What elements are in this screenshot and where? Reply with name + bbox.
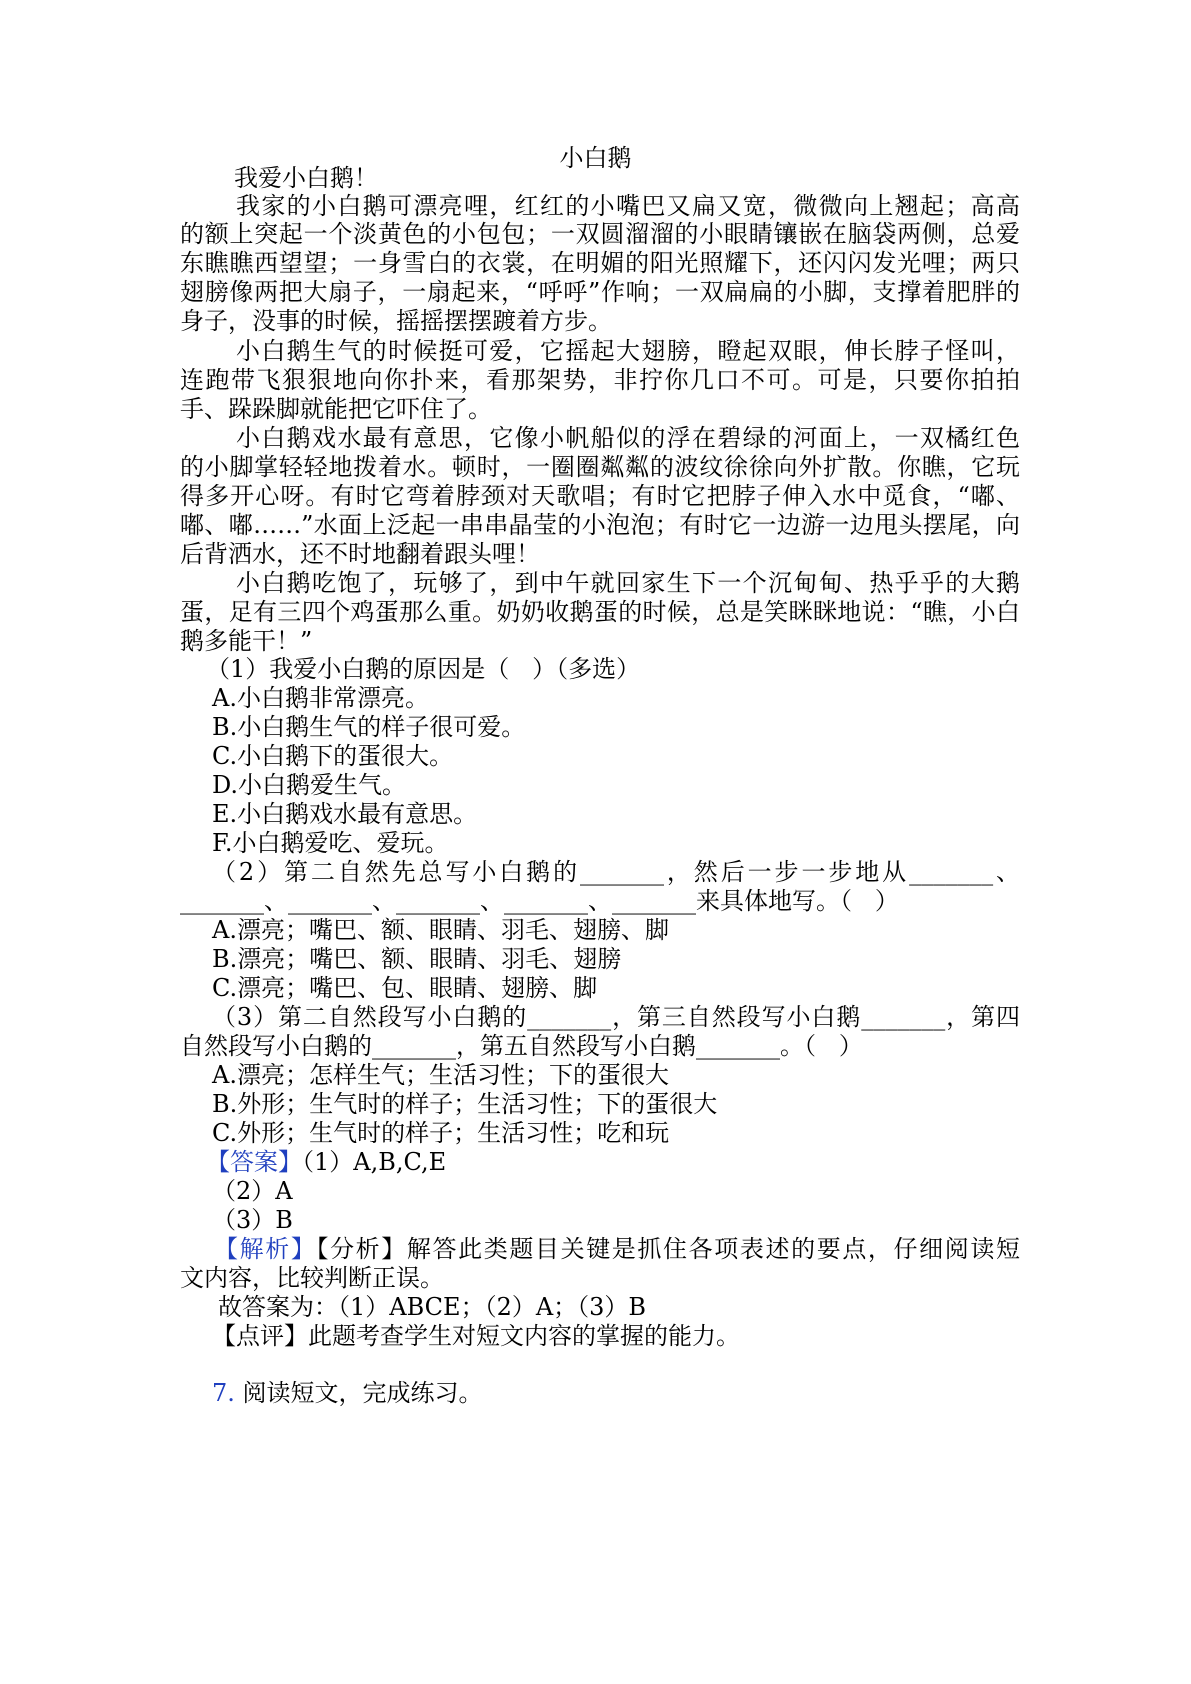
q1-option-d: D.小白鹅爱生气。 — [212, 771, 407, 799]
p1-line-5: 身子，没事的时候，摇摇摆摆踱着方步。 — [180, 307, 612, 335]
p4-line-3: 鹅多能干！” — [180, 627, 313, 655]
p3-line-4: 嘟、嘟……”水面上泛起一串串晶莹的小泡泡；有时它一边游一边甩头摆尾，向 — [180, 511, 1020, 539]
p4-line-2: 蛋，足有三四个鸡蛋那么重。奶奶收鹅蛋的时候，总是笑眯眯地说：“瞧，小白 — [180, 598, 1020, 626]
q2-option-c: C.漂亮；嘴巴、包、眼睛、翅膀、脚 — [212, 974, 598, 1002]
p3-line-1: 小白鹅戏水最有意思，它像小帆船似的浮在碧绿的河面上，一双橘红色 — [236, 424, 1020, 452]
answer-line-1: （1）A,B,C,E — [302, 1148, 447, 1176]
passage-title: 小白鹅 — [559, 144, 632, 172]
q3-option-c: C.外形；生气时的样子；生活习性；吃和玩 — [212, 1119, 670, 1147]
analysis-line-1: 【分析】解答此类题目关键是抓住各项表述的要点，仔细阅读短 — [316, 1235, 1020, 1263]
p1-line-4: 翅膀像两把大扇子，一扇起来，“呼呼”作响；一双扁扁的小脚，支撑着肥胖的 — [180, 278, 1020, 306]
passage-intro: 我爱小白鹅！ — [234, 164, 378, 192]
q1-option-a: A.小白鹅非常漂亮。 — [212, 684, 429, 712]
p3-line-3: 得多开心呀。有时它弯着脖颈对天歌唱；有时它把脖子伸入水中觅食，“嘟、 — [180, 482, 1020, 510]
p2-line-1: 小白鹅生气的时候挺可爱，它摇起大翅膀，瞪起双眼，伸长脖子怪叫， — [236, 337, 1020, 365]
p1-line-1: 我家的小白鹅可漂亮哩，红红的小嘴巴又扁又宽，微微向上翘起；高高 — [236, 192, 1020, 220]
next-question-number: 7. — [212, 1379, 235, 1407]
analysis-line-3: 故答案为：（1）ABCE；（2）A；（3）B — [218, 1293, 647, 1321]
p3-line-5: 后背洒水，还不时地翻着跟头哩！ — [180, 540, 540, 568]
answer-label: 【答案】 — [206, 1148, 302, 1176]
q1-option-c: C.小白鹅下的蛋很大。 — [212, 742, 454, 770]
p2-line-2: 连跑带飞狠狠地向你扑来，看那架势，非拧你几口不可。可是，只要你拍拍 — [180, 366, 1020, 394]
p4-line-1: 小白鹅吃饱了，玩够了，到中午就回家生下一个沉甸甸、热乎乎的大鹅 — [236, 569, 1020, 597]
analysis-label: 【解析】 — [214, 1235, 317, 1263]
q1-option-f: F.小白鹅爱吃、爱玩。 — [212, 829, 449, 857]
p2-line-3: 手、跺跺脚就能把它吓住了。 — [180, 395, 492, 423]
q2-option-a: A.漂亮；嘴巴、额、眼睛、羽毛、翅膀、脚 — [212, 916, 669, 944]
q2-option-b: B.漂亮；嘴巴、额、眼睛、羽毛、翅膀 — [212, 945, 622, 973]
q2-stem-line-1: （2）第二自然先总写小白鹅的_______，然后一步一步地从_______、 — [212, 858, 1020, 886]
q3-stem-line-1: （3）第二自然段写小白鹅的_______，第三自然段写小白鹅_______，第四 — [212, 1003, 1020, 1031]
q3-option-b: B.外形；生气时的样子；生活习性；下的蛋很大 — [212, 1090, 718, 1118]
answer-line-2: （2）A — [212, 1177, 293, 1205]
analysis-block — [214, 1234, 1020, 1264]
analysis-line-2: 文内容，比较判断正误。 — [180, 1264, 444, 1292]
q1-option-e: E.小白鹅戏水最有意思。 — [212, 800, 478, 828]
p3-line-2: 的小脚掌轻轻地拨着水。顿时，一圈圈粼粼的波纹徐徐向外扩散。你瞧，它玩 — [180, 453, 1020, 481]
q3-option-a: A.漂亮；怎样生气；生活习性；下的蛋很大 — [212, 1061, 669, 1089]
p1-line-2: 的额上突起一个淡黄色的小包包；一双圆溜溜的小眼睛镶嵌在脑袋两侧，总爱 — [180, 220, 1020, 248]
q2-stem-line-2: _______、_______、_______、_______、_______来具体地写。（ ） — [180, 887, 899, 915]
q3-stem-line-2: 自然段写小白鹅的_______，第五自然段写小白鹅_______。（ ） — [180, 1032, 863, 1060]
next-question — [212, 1378, 483, 1408]
analysis-line-4: 【点评】此题考查学生对短文内容的掌握的能力。 — [212, 1322, 740, 1350]
answer-line-3: （3）B — [212, 1206, 293, 1234]
q1-stem: （1）我爱小白鹅的原因是（ ）（多选） — [206, 655, 641, 683]
next-question-text: 阅读短文，完成练习。 — [242, 1379, 483, 1407]
p1-line-3: 东瞧瞧西望望；一身雪白的衣裳，在明媚的阳光照耀下，还闪闪发光哩；两只 — [180, 249, 1020, 277]
q1-option-b: B.小白鹅生气的样子很可爱。 — [212, 713, 526, 741]
answer-block — [206, 1147, 446, 1177]
